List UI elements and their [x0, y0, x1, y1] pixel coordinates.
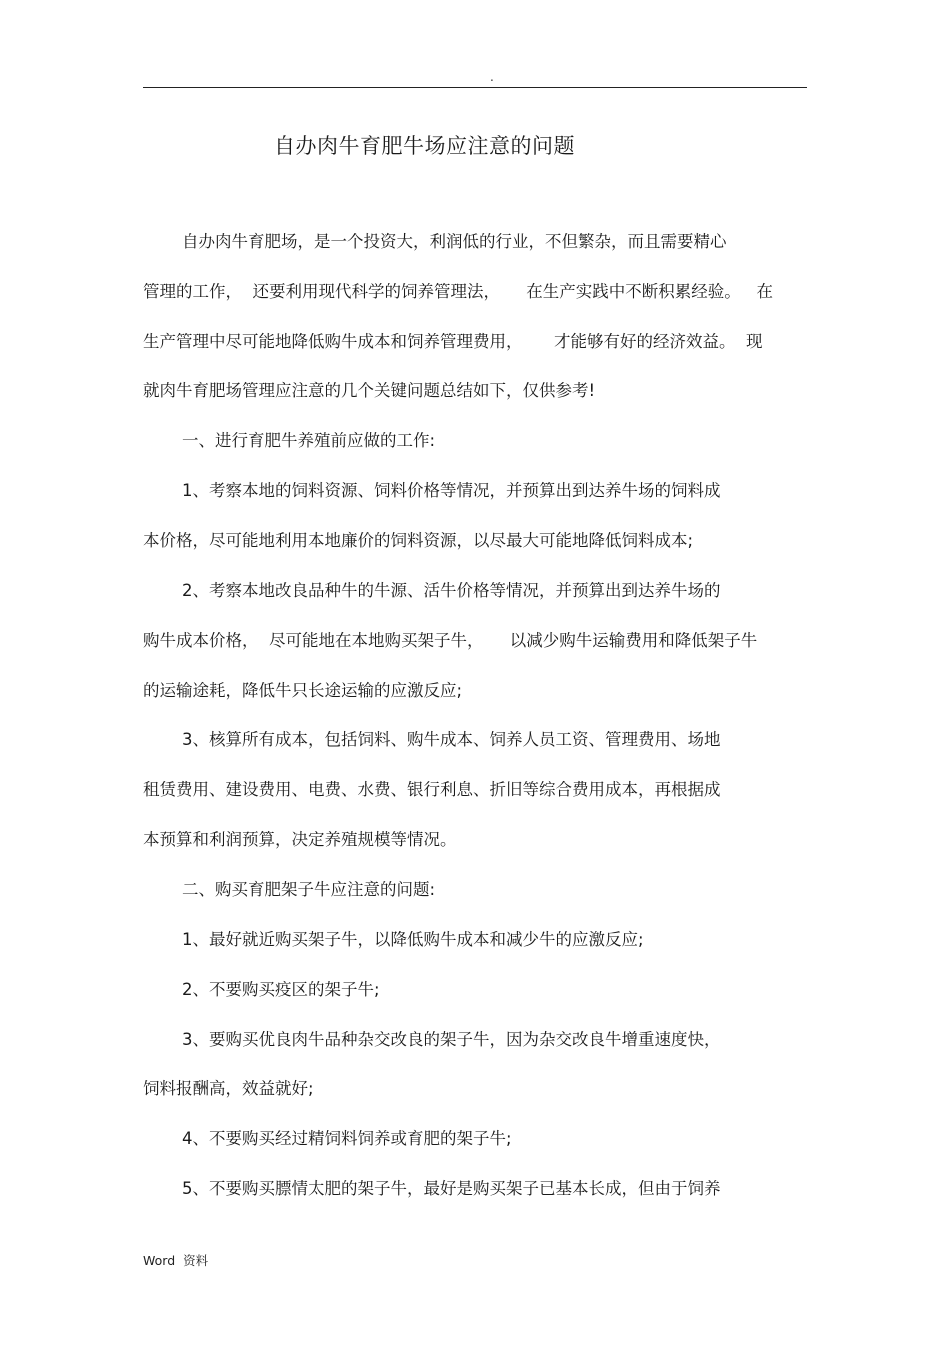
body-line: 本价格，尽可能地利用本地廉价的饲料资源，以尽最大可能地降低饲料成本; [143, 531, 694, 550]
header-mark: . [490, 70, 494, 84]
body-line: 4、不要购买经过精饲料饲养或育肥的架子牛; [182, 1129, 512, 1148]
body-line: 租赁费用、建设费用、电费、水费、银行利息、折旧等综合费用成本，再根据成 [143, 780, 721, 799]
body-line: 5、不要购买膘情太肥的架子牛，最好是购买架子已基本长成，但由于饲养 [182, 1179, 721, 1198]
section-heading: 一、进行育肥牛养殖前应做的工作: [182, 431, 436, 450]
body-line: 自办肉牛育肥场，是一个投资大，利润低的行业，不但繁杂，而且需要精心 [182, 232, 727, 251]
body-line: 的运输途耗，降低牛只长途运输的应激反应; [143, 681, 463, 700]
body-line: 1、考察本地的饲料资源、饲料价格等情况，并预算出到达养牛场的饲料成 [182, 481, 721, 500]
section-heading: 二、购买育肥架子牛应注意的问题: [182, 880, 436, 899]
header-rule [143, 87, 807, 88]
body-line: 2、不要购买疫区的架子牛; [182, 980, 380, 999]
body-line: 购牛成本价格， 尽可能地在本地购买架子牛， 以减少购牛运输费用和降低架子牛 [143, 631, 758, 650]
body-line: 管理的工作， 还要利用现代科学的饲养管理法， 在生产实践中不断积累经验。 在 [143, 282, 773, 301]
body-line: 就肉牛育肥场管理应注意的几个关键问题总结如下，仅供参考! [143, 381, 596, 400]
document-title: 自办肉牛育肥牛场应注意的问题 [274, 134, 575, 158]
body-line: 3、核算所有成本，包括饲料、购牛成本、饲养人员工资、管理费用、场地 [182, 730, 721, 749]
body-line: 饲料报酬高，效益就好; [143, 1079, 314, 1098]
body-line: 3、要购买优良肉牛品种杂交改良的架子牛，因为杂交改良牛增重速度快， [182, 1030, 721, 1049]
body-line: 1、最好就近购买架子牛，以降低购牛成本和减少牛的应激反应; [182, 930, 644, 949]
footer-label: Word 资料 [143, 1253, 209, 1268]
body-line: 生产管理中尽可能地降低购牛成本和饲养管理费用， 才能够有好的经济效益。 现 [143, 332, 763, 351]
body-line: 2、考察本地改良品种牛的牛源、活牛价格等情况，并预算出到达养牛场的 [182, 581, 721, 600]
body-line: 本预算和利润预算，决定养殖规模等情况。 [143, 830, 457, 849]
